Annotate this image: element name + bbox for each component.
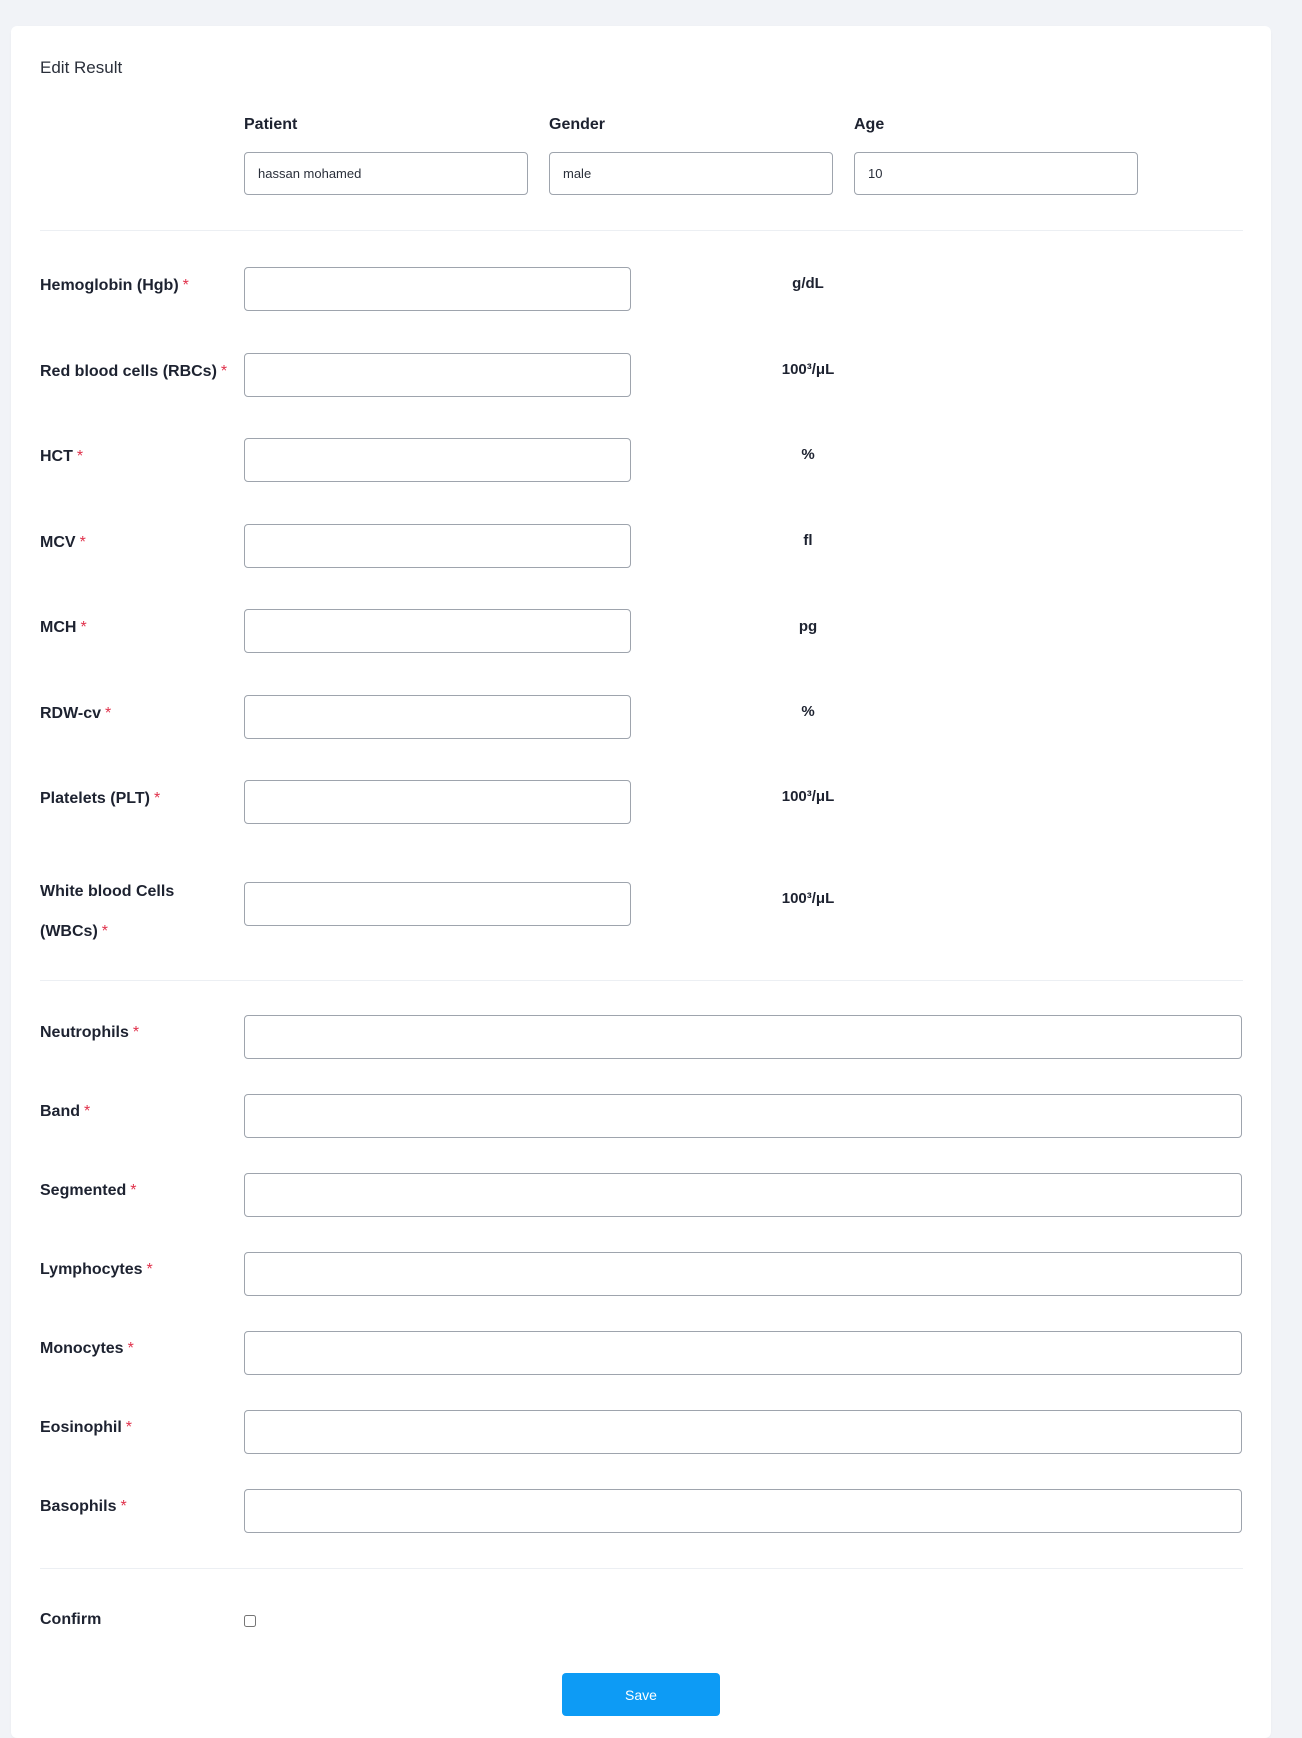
- required-mark: *: [153, 790, 161, 807]
- neutrophils-input[interactable]: [244, 1015, 1242, 1059]
- rbc-input[interactable]: [244, 353, 631, 397]
- wbc-unit: 100³/μL: [781, 890, 835, 907]
- confirm-label: Confirm: [40, 1611, 102, 1628]
- band-input[interactable]: [244, 1094, 1242, 1138]
- mcv-input[interactable]: [244, 524, 631, 568]
- wbc-label-line1: White blood Cells: [40, 883, 175, 900]
- required-mark: *: [120, 1498, 127, 1515]
- required-mark: *: [76, 448, 84, 465]
- divider: [40, 1568, 1243, 1569]
- required-mark: *: [125, 1419, 133, 1436]
- confirm-checkbox[interactable]: [244, 1615, 256, 1627]
- hemoglobin-input[interactable]: [244, 267, 631, 311]
- required-mark: *: [101, 923, 108, 940]
- hemoglobin-unit: g/dL: [792, 275, 824, 292]
- monocytes-label: Monocytes *: [40, 1340, 134, 1357]
- required-mark: *: [220, 363, 228, 380]
- required-mark: *: [105, 705, 112, 722]
- band-label: Band *: [40, 1103, 91, 1120]
- rdw-cv-label: RDW-cv *: [40, 705, 112, 722]
- eosinophil-input[interactable]: [244, 1410, 1242, 1454]
- required-mark: *: [127, 1340, 134, 1357]
- neutrophils-label: Neutrophils *: [40, 1024, 140, 1041]
- wbc-label: [40, 872, 174, 952]
- segmented-label: Segmented *: [40, 1182, 137, 1199]
- divider: [40, 230, 1243, 231]
- mch-unit: pg: [798, 618, 818, 635]
- hemoglobin-label: Hemoglobin (Hgb) *: [40, 277, 189, 294]
- mch-input[interactable]: [244, 609, 631, 653]
- mcv-label: MCV *: [40, 534, 86, 551]
- required-mark: *: [79, 534, 86, 551]
- rdw-cv-input[interactable]: [244, 695, 631, 739]
- required-mark: *: [132, 1024, 140, 1041]
- mcv-unit: fl: [803, 532, 813, 549]
- edit-result-card: [11, 26, 1271, 1738]
- divider: [40, 980, 1243, 981]
- eosinophil-label: Eosinophil *: [40, 1419, 133, 1436]
- patient-label: Patient: [244, 116, 298, 133]
- mch-label: MCH *: [40, 619, 87, 636]
- age-label: Age: [854, 116, 885, 133]
- age-field[interactable]: [854, 152, 1138, 195]
- wbc-label-line2: (WBCs) *: [40, 923, 108, 940]
- save-button[interactable]: Save: [562, 1673, 720, 1716]
- page-title: Edit Result: [40, 58, 123, 77]
- segmented-input[interactable]: [244, 1173, 1242, 1217]
- rbc-unit: 100³/μL: [781, 361, 835, 378]
- basophils-input[interactable]: [244, 1489, 1242, 1533]
- rbc-label: Red blood cells (RBCs) *: [40, 363, 228, 380]
- rdw-cv-unit: %: [801, 703, 815, 720]
- platelets-input[interactable]: [244, 780, 631, 824]
- required-mark: *: [182, 277, 189, 294]
- gender-label: Gender: [549, 116, 606, 133]
- wbc-input[interactable]: [244, 882, 631, 926]
- required-mark: *: [80, 619, 87, 636]
- monocytes-input[interactable]: [244, 1331, 1242, 1375]
- required-mark: *: [146, 1261, 153, 1278]
- hct-label: HCT *: [40, 448, 84, 465]
- basophils-label: Basophils *: [40, 1498, 127, 1515]
- gender-field[interactable]: [549, 152, 833, 195]
- lymphocytes-label: Lymphocytes *: [40, 1261, 153, 1278]
- platelets-unit: 100³/μL: [781, 788, 835, 805]
- required-mark: *: [130, 1182, 137, 1199]
- hct-unit: %: [801, 446, 815, 463]
- patient-field[interactable]: [244, 152, 528, 195]
- hct-input[interactable]: [244, 438, 631, 482]
- platelets-label: Platelets (PLT) *: [40, 790, 161, 807]
- lymphocytes-input[interactable]: [244, 1252, 1242, 1296]
- required-mark: *: [84, 1103, 91, 1120]
